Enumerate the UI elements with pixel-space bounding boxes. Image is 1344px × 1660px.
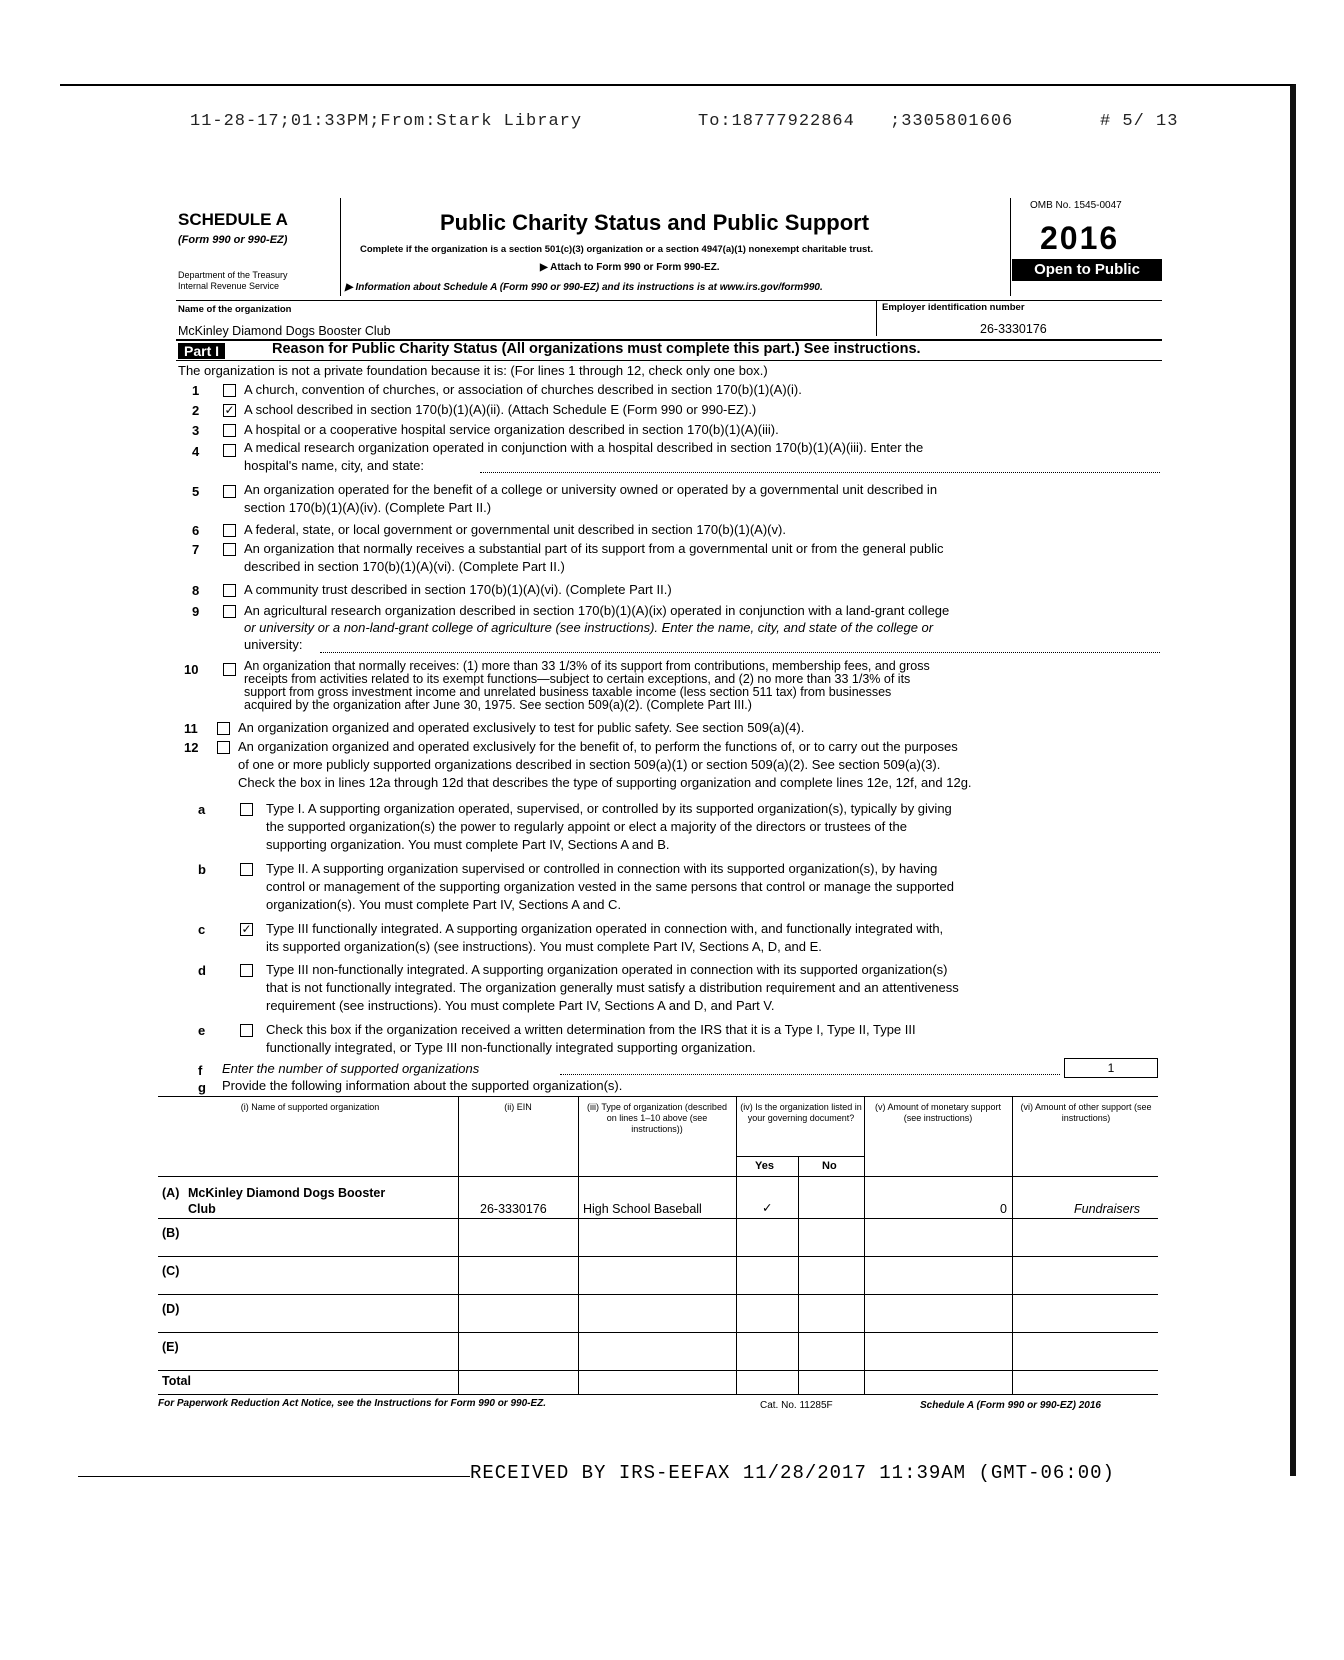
subline-letter: b <box>198 862 206 877</box>
subline-text: Type III functionally integrated. A supporting organization operated in connection with, and functionally integrated with, <box>266 921 944 936</box>
subtitle-complete-if: Complete if the organization is a section 501(c)(3) organization or a section 4947(a)(1) nonexempt charitable trust. <box>360 244 874 255</box>
line-text: A church, convention of churches, or association of churches described in section 170(b)(1)(A)(i). <box>244 382 802 397</box>
college-entry-field[interactable] <box>320 652 1160 653</box>
checkbox-line-6[interactable] <box>223 524 236 537</box>
checkbox-line-11[interactable] <box>217 722 230 735</box>
line-text: described in section 170(b)(1)(A)(vi). (Complete Part II.) <box>244 559 565 574</box>
col-divider <box>736 1096 737 1394</box>
subtitle-attach: ▶ Attach to Form 990 or Form 990-EZ. <box>540 262 720 273</box>
line-f-text: Enter the number of supported organizations <box>222 1061 480 1076</box>
subline-text: Type III non-functionally integrated. A supporting organization operated in connection with its supported organization(s) <box>266 962 948 977</box>
subline-letter: e <box>198 1023 206 1038</box>
page-title: Public Charity Status and Public Support <box>440 210 870 235</box>
line-text: An organization operated for the benefit of a college or university owned or operated by a governmental unit described in <box>244 482 938 497</box>
subline-text: Type II. A supporting organization supervised or controlled in connection with its supported organization(s), by having <box>266 861 938 876</box>
received-stamp: RECEIVED BY IRS-EEFAX 11/28/2017 11:39AM (GMT-06:00) <box>470 1462 1115 1484</box>
line-number: 12 <box>184 740 199 755</box>
line-text: receipts from activities related to its exempt functions—subject to certain exceptions, and (2) no more than 33 1/3% of its <box>244 672 911 686</box>
line-number: 2 <box>192 403 200 418</box>
org-name: McKinley Diamond Dogs Booster Club <box>178 324 391 338</box>
subline-letter: a <box>198 802 206 817</box>
part-i-title: Reason for Public Charity Status (All organizations must complete this part.) See instructions. <box>272 341 921 357</box>
irs-name: Internal Revenue Service <box>178 281 280 291</box>
paperwork-notice: For Paperwork Reduction Act Notice, see the Instructions for Form 990 or 990-EZ. <box>158 1398 547 1409</box>
line-text: A school described in section 170(b)(1)(A)(ii). (Attach Schedule E (Form 990 or 990-EZ).) <box>244 402 757 417</box>
cat-number: Cat. No. 11285F <box>760 1400 833 1411</box>
fax-page: # 5/ 13 <box>1100 112 1179 131</box>
listed-yes-check[interactable]: ✓ <box>762 1201 773 1215</box>
line-text: An organization that normally receives a substantial part of its support from a governmental unit or from the general public <box>244 541 944 556</box>
line-number: 8 <box>192 583 200 598</box>
rule <box>158 1256 1158 1257</box>
subline-text: the supported organization(s) the power to regularly appoint or elect a majority of the directors or trustees of the <box>266 819 907 834</box>
schedule-title: SCHEDULE A <box>178 210 288 229</box>
omb-number: OMB No. 1545-0047 <box>1030 200 1122 211</box>
header-divider-right <box>1010 198 1011 296</box>
dot-leader <box>560 1074 1060 1075</box>
col-header-no: No <box>822 1160 837 1172</box>
col-header-monetary: (v) Amount of monetary support (see instructions) <box>874 1102 1002 1123</box>
department-name: Department of the Treasury <box>178 270 288 280</box>
line-number: 11 <box>184 721 198 736</box>
line-text: support from gross investment income and unrelated business taxable income (less section 511 tax) from businesses <box>244 685 892 699</box>
checkbox-line-1[interactable] <box>223 384 236 397</box>
checkbox-line-4[interactable] <box>223 444 236 457</box>
ein-divider <box>876 300 877 336</box>
other-support-value: Fundraisers <box>1074 1202 1140 1216</box>
col-header-yes: Yes <box>755 1160 774 1172</box>
part-i-badge: Part I <box>178 343 225 359</box>
line-number: 4 <box>192 444 200 459</box>
rule <box>78 1476 470 1477</box>
supported-org-ein: 26-3330176 <box>480 1202 547 1216</box>
row-label: (C) <box>162 1264 180 1278</box>
line-text: A federal, state, or local government or governmental unit described in section 170(b)(1)(A)(v). <box>244 522 786 537</box>
line-text: or university or a non-land-grant college of agriculture (see instructions). Enter the name, city, and state of the college or <box>244 620 934 635</box>
col-header-ein: (ii) EIN <box>504 1102 532 1112</box>
col-header-listed: (iv) Is the organization listed in your governing document? <box>740 1102 862 1123</box>
rule <box>158 1394 1158 1395</box>
line-number: 3 <box>192 423 200 438</box>
checkbox-line-12b[interactable] <box>240 863 253 876</box>
rule <box>736 1156 864 1157</box>
line-number: 5 <box>192 484 200 499</box>
line-text: Check the box in lines 12a through 12d that describes the type of supporting organization and complete lines 12e, 12f, and 12g. <box>238 775 972 790</box>
supported-org-name-cont: Club <box>188 1202 216 1216</box>
ein-value: 26-3330176 <box>980 322 1047 336</box>
hospital-entry-field[interactable] <box>480 472 1160 473</box>
form-ref: (Form 990 or 990-EZ) <box>178 234 288 246</box>
tax-year: 2016 <box>1040 220 1120 256</box>
subline-letter: d <box>198 963 206 978</box>
supported-org-count-input[interactable]: 1 <box>1064 1058 1158 1078</box>
col-header-type: (iii) Type of organization (described on lines 1–10 above (see instructions)) <box>587 1102 727 1134</box>
line-g-text: Provide the following information about the supported organization(s). <box>222 1078 623 1093</box>
header-divider-left <box>340 198 341 296</box>
checkbox-line-12d[interactable] <box>240 964 253 977</box>
subline-text: Type I. A supporting organization operated, supervised, or controlled by its supported organization(s), typically by giving <box>266 801 952 816</box>
department <box>178 270 288 292</box>
checkbox-line-2[interactable]: ✓ <box>224 403 235 417</box>
subline-letter: f <box>198 1063 203 1078</box>
checkbox-line-9[interactable] <box>223 605 236 618</box>
checkbox-line-10[interactable] <box>223 663 236 676</box>
total-label: Total <box>162 1374 191 1388</box>
checkbox-line-12e[interactable] <box>240 1024 253 1037</box>
line-number: 6 <box>192 523 200 538</box>
checkbox-line-5[interactable] <box>223 485 236 498</box>
subline-letter: c <box>198 922 206 937</box>
monetary-support-value: 0 <box>1000 1202 1007 1216</box>
line-text: of one or more publicly supported organizations described in section 509(a)(1) or section 509(a)(2). See section 509(a)(3). <box>238 757 941 772</box>
fax-timestamp: 11-28-17;01:33PM;From:Stark Library <box>190 112 583 131</box>
rule <box>158 1096 1158 1097</box>
supported-org-name: McKinley Diamond Dogs Booster <box>188 1186 386 1200</box>
open-to-public-badge: Open to Public <box>1012 259 1162 281</box>
checkbox-line-3[interactable] <box>223 424 236 437</box>
line-text: An organization organized and operated exclusively for the benefit of, to perform the functions of, or to carry out the purposes <box>238 739 958 754</box>
line-number: 1 <box>192 383 200 398</box>
line-text: university: <box>244 637 303 652</box>
fax-to: To:18777922864 <box>698 112 855 131</box>
subline-letter: g <box>198 1080 206 1095</box>
line-text: An agricultural research organization described in section 170(b)(1)(A)(ix) operated in conjunction with a land-grant college <box>244 603 950 618</box>
part-i-intro: The organization is not a private foundation because it is: (For lines 1 through 12, check only one box.) <box>178 363 768 378</box>
row-label: (A) <box>162 1186 180 1200</box>
subline-text: requirement (see instructions). You must complete Part IV, Sections A and D, and Part V. <box>266 998 775 1013</box>
line-text: section 170(b)(1)(A)(iv). (Complete Part II.) <box>244 500 492 515</box>
subtitle-info: ▶ Information about Schedule A (Form 990 or 990-EZ) and its instructions is at www.irs.gov/form990. <box>345 282 823 293</box>
line-text: An organization organized and operated exclusively to test for public safety. See section 509(a)(4). <box>238 720 805 735</box>
row-label: (D) <box>162 1302 180 1316</box>
schedule-ref: Schedule A (Form 990 or 990-EZ) 2016 <box>920 1400 1101 1411</box>
rule <box>158 1176 1158 1177</box>
line-text: hospital's name, city, and state: <box>244 458 425 473</box>
checkbox-line-12a[interactable] <box>240 803 253 816</box>
line-text: A medical research organization operated in conjunction with a hospital described in section 170(b)(1)(A)(iii). Enter the <box>244 440 924 455</box>
rule <box>176 300 1162 301</box>
org-name-label: Name of the organization <box>178 304 292 315</box>
rule <box>176 360 1162 361</box>
rule <box>158 1218 1158 1219</box>
rule <box>158 1332 1158 1333</box>
ein-label: Employer identification number <box>882 302 1025 313</box>
col-divider <box>864 1096 865 1394</box>
line-number: 9 <box>192 604 200 619</box>
col-header-other: (vi) Amount of other support (see instructions) <box>1020 1102 1152 1123</box>
subline-text: Check this box if the organization received a written determination from the IRS that it is a Type I, Type II, Type III <box>266 1022 916 1037</box>
line-number: 10 <box>184 662 199 677</box>
rule <box>158 1370 1158 1371</box>
checkbox-line-12c[interactable]: ✓ <box>241 922 252 936</box>
line-text: A community trust described in section 170(b)(1)(A)(vi). (Complete Part II.) <box>244 582 672 597</box>
checkbox-line-7[interactable] <box>223 543 236 556</box>
col-divider <box>578 1096 579 1394</box>
col-divider <box>458 1096 459 1394</box>
col-divider <box>1012 1096 1013 1394</box>
subline-text: functionally integrated, or Type III non-functionally integrated supporting organization. <box>266 1040 756 1055</box>
subline-text: organization(s). You must complete Part IV, Sections A and C. <box>266 897 622 912</box>
fax-from-number: ;3305801606 <box>890 112 1014 131</box>
col-header-name: (i) Name of supported organization <box>240 1102 380 1112</box>
line-text: acquired by the organization after June 30, 1975. See section 509(a)(2). (Complete Part III.) <box>244 698 752 712</box>
rule <box>158 1294 1158 1295</box>
subline-text: its supported organization(s) (see instructions). You must complete Part IV, Sections A, D, and E. <box>266 939 822 954</box>
checkbox-line-12[interactable] <box>217 741 230 754</box>
subline-text: that is not functionally integrated. The organization generally must satisfy a distribution requirement and an attentiveness <box>266 980 959 995</box>
subline-text: control or management of the supporting organization vested in the same persons that control or manage the supported <box>266 879 954 894</box>
line-text: An organization that normally receives: (1) more than 33 1/3% of its support from contributions, membership fees, and gross <box>244 659 930 673</box>
checkbox-line-8[interactable] <box>223 584 236 597</box>
col-divider <box>798 1156 799 1394</box>
line-text: A hospital or a cooperative hospital service organization described in section 170(b)(1)(A)(iii). <box>244 422 779 437</box>
row-label: (E) <box>162 1340 179 1354</box>
row-label: (B) <box>162 1226 180 1240</box>
supported-org-type: High School Baseball <box>583 1202 702 1216</box>
line-number: 7 <box>192 542 200 557</box>
subline-text: supporting organization. You must complete Part IV, Sections A and B. <box>266 837 670 852</box>
